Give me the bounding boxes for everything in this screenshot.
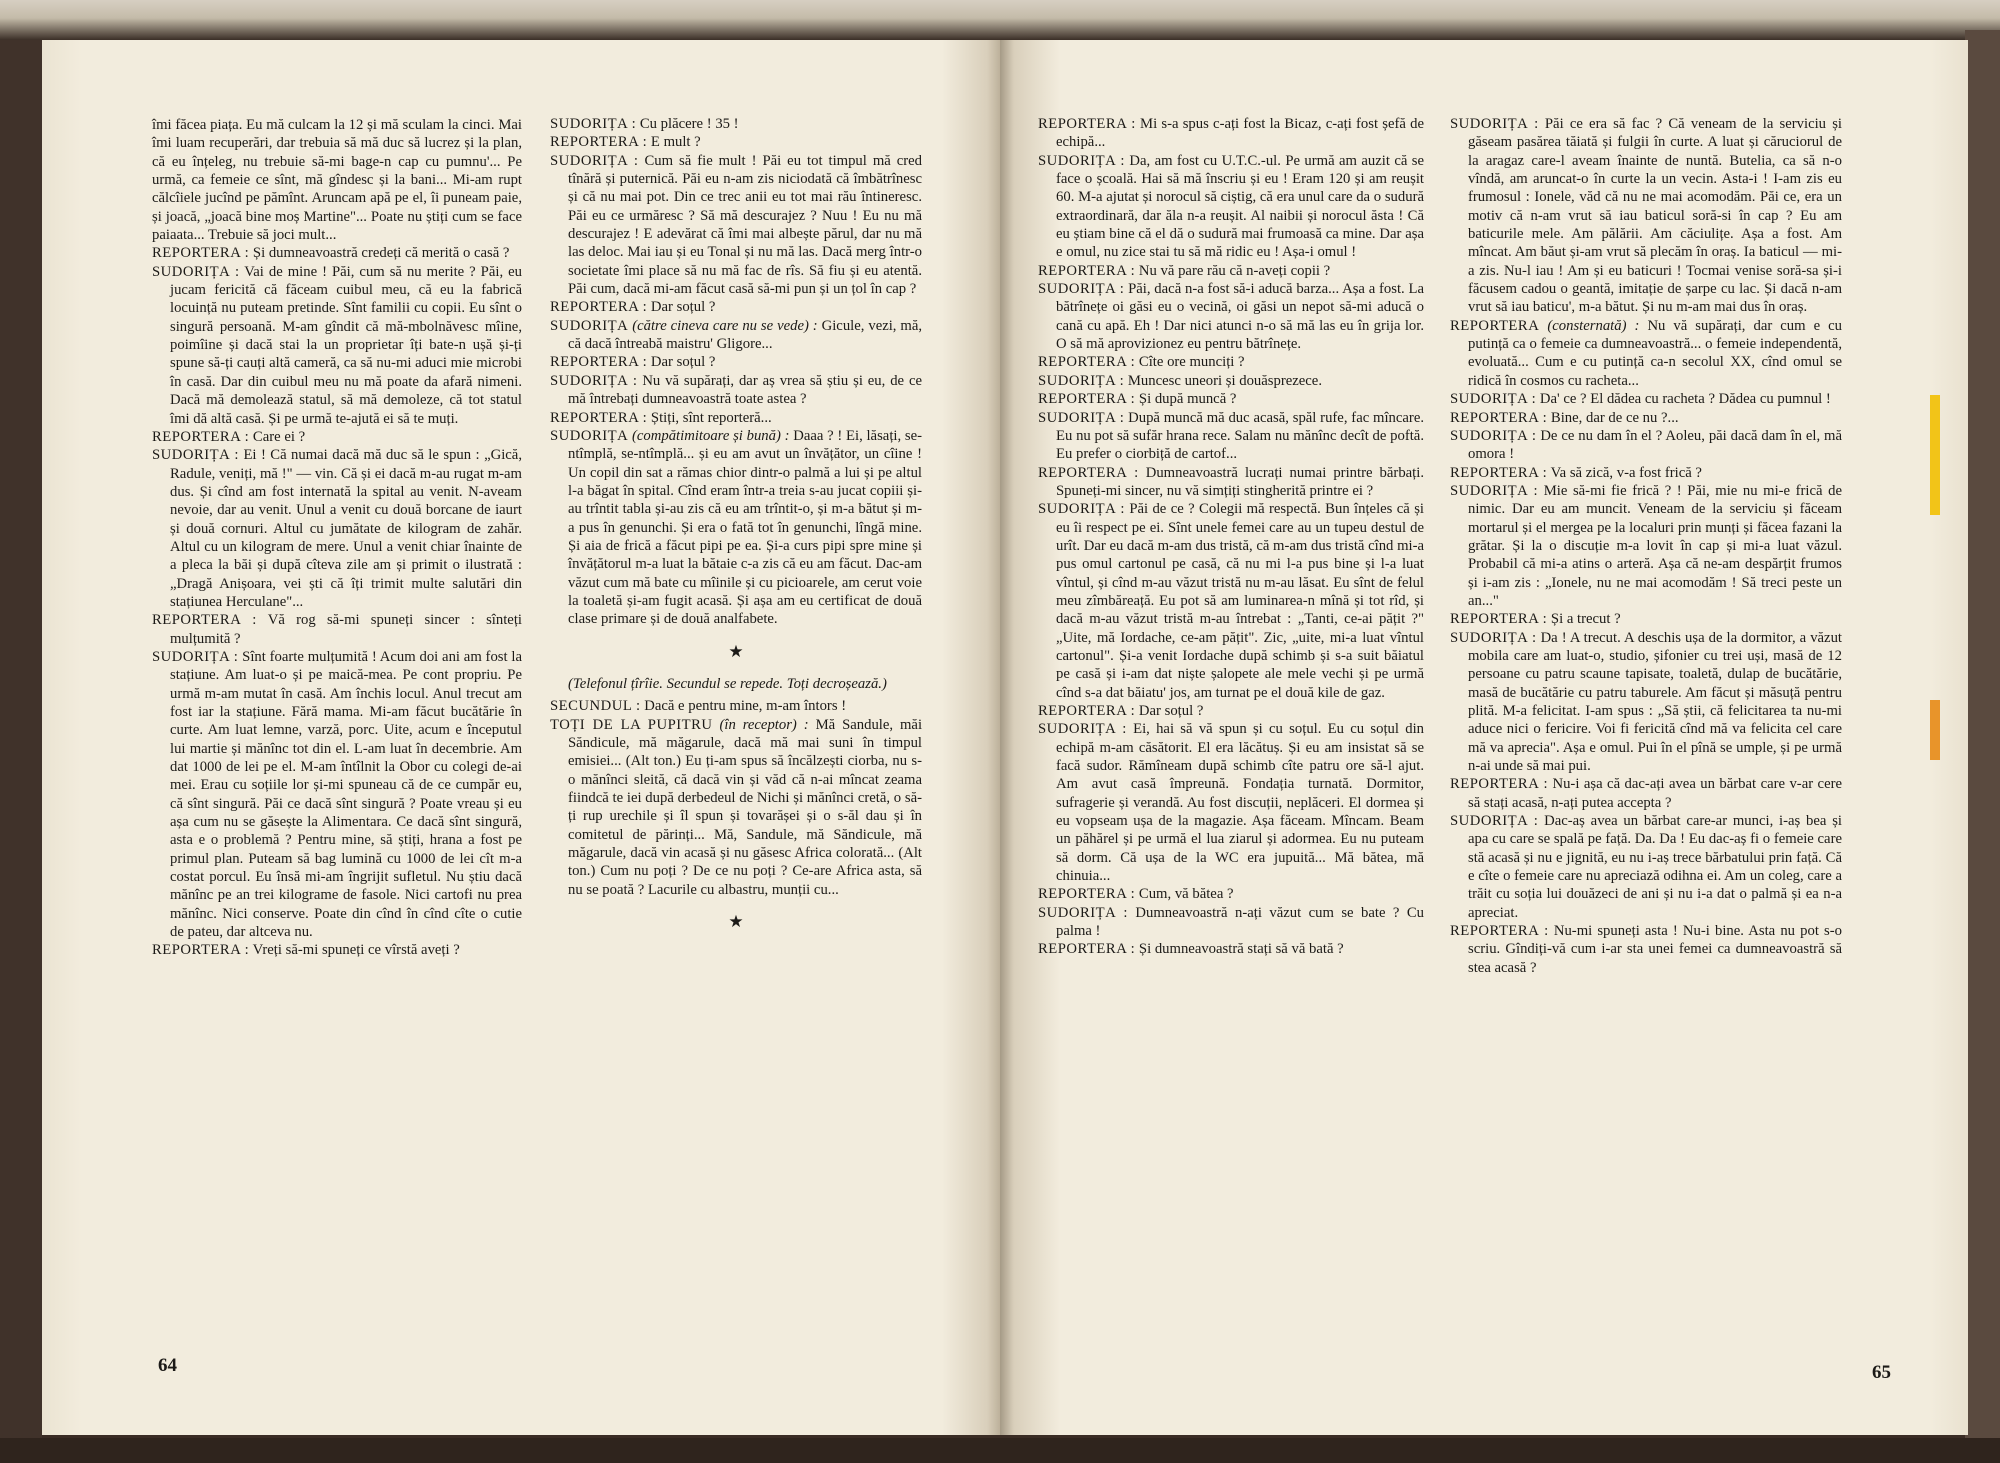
dialogue-turn xyxy=(550,152,922,299)
speaker-name: SUDORIȚA : xyxy=(1450,482,1539,499)
dialogue-turn xyxy=(550,372,922,409)
speaker-note: (consternată) : xyxy=(1547,317,1640,334)
speaker-name: REPORTERA : xyxy=(152,942,250,959)
speaker-note: (către cineva care nu se vede) : xyxy=(632,317,818,334)
speaker-name: REPORTERA : xyxy=(1038,886,1136,903)
dialogue-text: Mie să-mi fie frică ? ! Păi, mie nu mi-e frică de nimic. Dar eu am muncit. Veneam de la serviciu și făceam mortarul și el mergea pe la localuri prin munți și făcea fazani la grătar. Și la o discuție m-a lovit în cap și mi-a luat văzul. Probabil că mi-a atins o arteră. Așa că ne-am despărțit frumos și i-am zis : „Ionele, nu ne mai acomodăm ! Să treci peste un an..." xyxy=(1468,482,1842,609)
speaker-name: REPORTERA : xyxy=(550,409,648,426)
page-left xyxy=(42,40,1000,1435)
paragraph: îmi făcea piața. Eu mă culcam la 12 și mă sculam la cinci. Mai îmi luam recuperări, dar trebuia să mă duc să lucrez și la plan, că eu înțeleg, nu trebuie să-mi bage-n cap cu pumnu'... Pe urmă, ca femeie ce sînt, mă gîndesc și la bani... Mi-am rupt călcîiele jucînd pe pămînt. Aruncam apă pe el, îi puneam paie, și joacă, „joacă bine moș Martine"... Poate nu știți cum se face paiaata... Trebuie să joci mult... xyxy=(152,117,522,244)
dialogue-text: Vreți să-mi spuneți ce vîrstă aveți ? xyxy=(252,942,460,959)
dialogue-text: Nu vă supărați, dar cum e cu putință ca o femeie ca dumneavoastră... o femeie independentă, evoluată... Cum e cu putință ca-n secolul XX, cînd omul se ridică în cosmos cu racheta... xyxy=(1468,317,1843,389)
dialogue-turn xyxy=(1038,940,1424,958)
dialogue-text: Gicule, vezi, mă, că dacă întreabă maistru' Gligore... xyxy=(568,317,923,353)
speaker-name: REPORTERA : xyxy=(1038,464,1139,481)
dialogue-turn xyxy=(550,697,922,715)
dialogue-turn xyxy=(1038,904,1424,941)
dialogue-turn xyxy=(1038,372,1424,390)
dialogue-turn xyxy=(1450,427,1842,464)
speaker-name: REPORTERA : xyxy=(1038,354,1136,371)
dialogue-text: Dumneavoastră lucrați numai printre bărbați. Spuneți-mi sincer, nu vă simțiți stingherită printre ei ? xyxy=(1056,464,1425,499)
dialogue-text: Nu-i așa că dac-ați avea un bărbat care v-ar cere să stați acasă, n-ați putea accepta ? xyxy=(1468,776,1843,811)
right-column-1 xyxy=(1038,115,1424,959)
dialogue-text: Care ei ? xyxy=(252,428,306,445)
dialogue-text: Cum să fie mult ! Păi eu tot timpul mă cred tînără și puternică. Păi eu n-am zis niciodată că îmbătrînesc și că nu mai pot. Din ce trec anii eu tot mai rău întineresc. Păi eu ce urmăresc ? Să mă descurajez ? Nuu ! Eu nu mă descurajez ! E adevărat că îmi mai albește părul, dar nu mă las deloc. Mai iau și eu Tonal și nu mă las. Dacă merg într-o societate îmi place să nu mă fac de rîs. Să fiu și eu atentă. Păi cum, dacă mi-am făcut casă să-mi pun și un țol în cap ? xyxy=(568,152,923,298)
speaker-name: SUDORIȚA : xyxy=(550,116,637,132)
speaker-name: SUDORIȚA : xyxy=(1450,629,1537,646)
speaker-name: REPORTERA : xyxy=(1450,776,1549,793)
speaker-name: SUDORIȚA : xyxy=(1038,372,1125,389)
dialogue-text: Păi de ce ? Colegii mă respectă. Bun înțeles că și eu îi respect pe ei. Sînt unele femei care au un tupeu destul de urît. Dar eu dacă m-am dus tristă, că m-am dus tristă cînd mi-a pus omul cartonul pe casă, că nu mi l-a pus bine și l-a luat vîntul, și cînd m-au văzut tristă nu m-au lăsat. Eu sînt de felul meu zîmbăreață. Eu pot să am luminarea-n mînă și tot rîd, și dacă m-au văzut tristă m-au întrebat : „Tanti, ce-ai pățit ?" „Uite, mă Iordache, ce-am pățit". Zic, „uite, mi-a luat vîntul cartonul". Și-a venit Iordache după schimb și s-a suit băiatul pe casă și i-am dat niște șalopete ale mele vechi și pe urmă cînd s-a dat băiatu' jos, am turnat pe el două kile de gaz. xyxy=(1056,501,1424,701)
dialogue-text: Și dumneavoastră credeți că merită o casă ? xyxy=(252,245,510,262)
book-cover-left xyxy=(0,40,42,1440)
speaker-name: REPORTERA : xyxy=(1450,464,1548,481)
dialogue-turn xyxy=(550,298,922,316)
dialogue-text: Mă Sandule, măi Săndicule, mă măgarule, dacă mă mai suni în timpul emisiei... (Alt ton.) Eu ți-am spus să încălzești ciorba, nu s-o mănînci sleită, că dacă vin și văd că n-ai mîncat zeama fiindcă te iei după derbedeul de Nichi și mănînci cretă, o să-ți rup urechile și îl spun și tovarășei și o s-ăl dau și în comitetul de părinți... Mă, Sandule, mă Săndicule, mă măgarule, dacă vin acasă și nu găsesc Africa colorată... (Alt ton.) Cum nu poți ? De ce nu poți ? Ce-are Africa asta, să nu se poată ? Lacurile cu albastru, munții cu... xyxy=(568,716,923,898)
speaker-name: REPORTERA : xyxy=(550,354,648,371)
speaker-name: TOȚI DE LA PUPITRU xyxy=(550,716,713,733)
dialogue-text: Păi ce era să fac ? Că veneam de la serviciu și găseam pasărea tăiată și fulgii în curte. A luat și căruciorul de la aragaz care-l aveam înainte de nuntă. Butelia, ca să n-o vîndă, am aruncat-o în curte la un vecin. Asta-i ! I-am zis eu frumosul : Ionele, văd că nu ne mai acomodăm. Păi ce, era un motiv că n-am vrut să iau baticul soră-si în cap ? Eu am baticurile mele. Am pălării. Am căciulițe. Așa a fost. Am mîncat. Am băut și-am vrut să plecăm în oraș. Ia baticul — mi-a zis. Nu-l iau ! Am și eu baticuri ! Tocmai venise soră-sa și-i făcusem cadou o geantă, imitație de șarpe cu lac. Și dacă n-am vrut să iau baticu', m-a bătut. Și nu m-am mai dus în oraș. xyxy=(1468,116,1843,316)
dialogue-turn xyxy=(1038,280,1424,353)
dialogue-text: După muncă mă duc acasă, spăl rufe, fac mîncare. Eu nu pot să sufăr hrana rece. Salam nu mănînc decît de poftă. Eu prefer o ciorbiță de cartof... xyxy=(1056,409,1425,463)
speaker-name: SUDORIȚA : xyxy=(1038,721,1127,738)
dialogue-turn xyxy=(1038,409,1424,464)
dialogue-text: Ei, hai să vă spun și cu soțul. Eu cu soțul din echipă m-am căsătorit. El era lăcătuș. Și eu am insistat să se facă sudor. Rămîneam după schimb cîte patru ore să-l ajut. Am avut casă împreună. Fondația turnată. Dormitor, sufragerie și verandă. Au fost discuții, neplăceri. El dormea și eu vopseam ușa de la magazie. Așa făceam. Mîncam. Beam un păhărel și pe urmă el lua ziarul și adormea. Eu nu puteam să dorm. Că ușa de la WC era jupuită... Mă bătea, mă chinuia... xyxy=(1056,721,1425,885)
dialogue-text: Daaa ? ! Ei, lăsați, se-ntîmplă, se-ntîmplă... și eu am avut un învățător, un cîine ! Un copil din sat a rămas chior dintr-o palmă a lui și pe altul l-a băgat în spital. Cînd eram într-a treia s-au jucat copiii și-au trîntit tabla și-au zis că eu am trîntit-o, și m-a bătut și m-a pus în genunchi. Și era o fată tot în genunchi, lîngă mine. Și aia de frică a făcut pipi pe ea. Și-a curs pipi spre mine și învățătorul m-a luat la bătaie c-a zis că eu am făcut. Dac-am văzut cum mă bate cu mîinile și cu picioarele, am cerut voie la toaletă și-am fugit acasă. Și așa am eu certificat de două clase primare și de două analfabete. xyxy=(568,427,923,628)
dialogue-turn xyxy=(550,716,922,899)
dialogue-turn xyxy=(550,353,922,371)
dialogue-turn xyxy=(1450,482,1842,610)
page-right xyxy=(1000,40,1968,1435)
dialogue-turn xyxy=(1450,812,1842,922)
speaker-name: SECUNDUL : xyxy=(550,698,641,715)
dialogue-turn xyxy=(152,244,522,262)
page-number-right: 65 xyxy=(1872,1362,1891,1383)
dialogue-text: Știți, sînt reporteră... xyxy=(650,409,772,426)
speaker-name: REPORTERA xyxy=(1450,317,1540,334)
dialogue-turn xyxy=(1450,464,1842,482)
speaker-name: SUDORIȚA : xyxy=(1038,281,1125,298)
dialogue-turn xyxy=(152,446,522,611)
speaker-name: SUDORIȚA : xyxy=(152,648,239,665)
speaker-name: REPORTERA : xyxy=(152,612,257,629)
book-bottom-edge xyxy=(0,1438,2000,1463)
speaker-name: SUDORIȚA : xyxy=(550,152,639,169)
dialogue-turn xyxy=(1038,720,1424,885)
dialogue-text: Cîte ore munciți ? xyxy=(1138,354,1245,371)
speaker-name: SUDORIȚA xyxy=(550,317,629,334)
dialogue-turn xyxy=(1450,922,1842,977)
book-cover-right xyxy=(1965,30,2000,1440)
speaker-note: (în receptor) : xyxy=(719,716,809,733)
dialogue-text: Da' ce ? El dădea cu racheta ? Dădea cu pumnul ! xyxy=(1539,391,1831,408)
speaker-name: SUDORIȚA : xyxy=(1038,409,1125,426)
dialogue-text: Vă rog să-mi spuneți sincer : sînteți mulțumită ? xyxy=(170,612,522,647)
dialogue-turn xyxy=(550,409,922,427)
dialogue-turn xyxy=(1038,702,1424,720)
speaker-name: REPORTERA : xyxy=(1038,391,1136,408)
edge-tab-yellow xyxy=(1930,395,1940,515)
dialogue-turn xyxy=(1450,409,1842,427)
dialogue-turn xyxy=(152,941,522,959)
dialogue-text: Bine, dar de ce nu ?... xyxy=(1550,409,1679,426)
dialogue-turn xyxy=(152,263,522,428)
speaker-name: SUDORIȚA : xyxy=(152,263,240,280)
dialogue-text: Da ! A trecut. A deschis ușa de la dormitor, a văzut mobila care am luat-o, studio, șifonier cu trei uși, masă de 12 persoane cu patru scaune tapisate, toaletă, dulap de bucătărie, masă de bucătărie cu patru taburele. Am făcut și măsuță pentru plită. M-a felicitat. I-am spus : „Să știi, că felicitarea ta nu-mi aduce nici o fericire. Voi fi fericită cînd mă va felicita cel care mă va aprecia". Așa e omul. Pui în el pînă se umple, și pe urmă n-ai unde să mai pui. xyxy=(1468,629,1842,775)
speaker-name: SUDORIȚA : xyxy=(1038,501,1125,518)
dialogue-turn xyxy=(1450,390,1842,408)
dialogue-turn xyxy=(1450,610,1842,628)
speaker-name: SUDORIȚA : xyxy=(1038,152,1125,169)
dialogue-text: E mult ? xyxy=(650,134,701,151)
dialogue-turn xyxy=(152,611,522,648)
dialogue-turn xyxy=(1450,775,1842,812)
dialogue-turn xyxy=(1038,885,1424,903)
speaker-name: SUDORIȚA : xyxy=(550,372,638,389)
dialogue-text: Dar soțul ? xyxy=(1138,703,1204,719)
dialogue-turn xyxy=(1038,115,1424,152)
section-star-divider: ★ xyxy=(728,641,744,661)
dialogue-turn xyxy=(1038,390,1424,408)
speaker-name: REPORTERA : xyxy=(152,245,250,262)
dialogue-text: Și dumneavoastră stați să vă bată ? xyxy=(1138,941,1344,958)
stage-direction: (Telefonul țîrîie. Secundul se repede. Toți decroșează.) xyxy=(568,675,887,692)
dialogue-turn xyxy=(1038,262,1424,280)
speaker-name: REPORTERA : xyxy=(1450,923,1549,940)
dialogue-text: Muncesc uneori și douăsprezece. xyxy=(1127,372,1322,389)
speaker-name: SUDORIȚA : xyxy=(152,447,239,464)
dialogue-turn xyxy=(550,317,922,354)
page-number-left: 64 xyxy=(158,1355,177,1376)
dialogue-turn xyxy=(1038,353,1424,371)
dialogue-turn xyxy=(1450,629,1842,776)
speaker-name: SUDORIȚA : xyxy=(1450,116,1539,132)
dialogue-text: Și a trecut ? xyxy=(1550,611,1621,628)
speaker-note: (compătimitoare și bună) : xyxy=(632,427,790,444)
speaker-name: REPORTERA : xyxy=(1038,262,1136,279)
speaker-name: REPORTERA : xyxy=(1450,409,1548,426)
dialogue-text: Dar soțul ? xyxy=(650,354,716,371)
dialogue-turn xyxy=(1450,115,1842,317)
dialogue-text: Cu plăcere ! 35 ! xyxy=(639,116,739,132)
dialogue-text: Mi s-a spus c-ați fost la Bicaz, c-ați fost șefă de echipă... xyxy=(1056,116,1425,151)
dialogue-text: Sînt foarte mulțumită ! Acum doi ani am fost la stațiune. Am luat-o și pe maică-mea. Pe cont propriu. Pe urmă m-am mutat în casă. Am închis locul. Anul trecut am fost iar la stațiune. Fără mama. Mi-am făcut bucătărie în curte. Am luat lemne, varză, porc. Uite, acum e începutul lui martie și mănînc tot din el. L-am luat în decembrie. Am dat 1000 de lei pe el. M-am întîlnit la Obor cu colegi de-ai mei. Erau cu soțiile lor și-mi spuneau că de ce cumpăr eu, că sînt singură. Păi ce dacă sînt singură ? Poate vreau și eu așa cum nu se găsește la Alimentara. Ce dacă sînt singură, asta e o problemă ? Pentru mine, să știți, hrana a fost pe primul plan. Puteam să bag lumină cu 1000 de lei cît m-a costat porcul. Eu însă mi-am îngrijit sufletul. Nu știu dacă mănînc pe an trei kilograme de fasole. Nici cartofi nu prea mănînc. Nici conserve. Poate din cînd în cînd cîte o cutie de pateu, dar altceva nu. xyxy=(170,648,522,941)
dialogue-turn xyxy=(1038,500,1424,702)
dialogue-text: Cum, vă bătea ? xyxy=(1138,886,1234,903)
dialogue-text: Nu-mi spuneți asta ! Nu-i bine. Asta nu pot s-o scriu. Gîndiți-vă cum i-ar sta unei femei ca dumneavoastră să stea acasă ? xyxy=(1468,923,1842,976)
dialogue-text: Va să zică, v-a fost frică ? xyxy=(1550,464,1702,481)
speaker-name: REPORTERA : xyxy=(1038,941,1136,958)
dialogue-text: Dumneavoastră n-ați văzut cum se bate ? Cu palma ! xyxy=(1056,904,1424,940)
speaker-name: REPORTERA : xyxy=(1450,611,1548,628)
dialogue-turn xyxy=(1038,152,1424,262)
dialogue-turn xyxy=(152,648,522,942)
dialogue-text: Vai de mine ! Păi, cum să nu merite ? Păi, eu jucam fericită că făceam cuibul meu, că eu la fabrică locuință nu puteam pretinde. Sînt familii cu copii. Eu sînt o singură persoană. M-am gîndit că mă-mbolnăvesc mîine, poimîine și dacă stai la un proprietar îți bate-n ușă și-ți spune să-ți cauți altă cameră, ca să nu-mi aduci mie microbi în casă. Dar din cuibul meu nu mă poate da afară nimeni. Dacă mă demolează statul, să mă demoleze, că tot statul îmi dă altă casă. Și pe urmă te-ajută ei să te muți. xyxy=(170,263,522,427)
speaker-name: REPORTERA : xyxy=(550,299,648,316)
dialogue-text: Nu vă pare rău că n-aveți copii ? xyxy=(1138,262,1331,279)
dialogue-text: Dac-aș avea un bărbat care-ar munci, i-aș bea și apa cu care se spală pe față. Da. Da ! Eu dac-aș fi o femeie care stă acasă și nu e jignită, eu nu i-aș trece bărbatului prin față. Că e cîte o femeie care nu apreciază odihna ei. Am un coleg, care a trăit cu soția lui douăzeci de ani și nu i-a dat o palmă și ea n-a apreciat. xyxy=(1468,813,1843,921)
dialogue-text: Ei ! Că numai dacă mă duc să le spun : „Gică, Radule, veniți, mă !" — vin. Că și ei dacă m-au rugat m-am dus. Și cînd am fost internată la spital au venit. N-aveam nevoie, dar au venit. Unul a venit cu două borcane de iaurt și două cornuri. Altul cu jumătate de kilogram de zahăr. Altul cu un kilogram de mere. Unul a venit chiar înainte de a pleca la băi și după cîteva zile am și primit o ilustrată : „Dragă Anișoara, vei ști că îți trimit multe salutări din stațiunea Herculane"... xyxy=(170,447,522,610)
speaker-name: REPORTERA : xyxy=(152,428,250,445)
dialogue-text: Dacă e pentru mine, m-am întors ! xyxy=(644,698,847,715)
speaker-name: SUDORIȚA : xyxy=(1450,391,1537,408)
left-column-1 xyxy=(152,116,522,960)
dialogue-text: Nu vă supărați, dar aș vrea să știu și eu, de ce mă întrebați dumneavoastră toate astea ? xyxy=(568,372,922,408)
speaker-name: SUDORIȚA xyxy=(550,427,629,444)
dialogue-turn xyxy=(1450,317,1842,390)
left-column-2 xyxy=(550,115,922,945)
section-star-divider: ★ xyxy=(728,912,744,932)
dialogue-turn xyxy=(550,427,922,629)
dialogue-turn xyxy=(152,428,522,446)
dialogue-turn xyxy=(550,115,922,133)
speaker-name: SUDORIȚA : xyxy=(1450,813,1539,830)
right-column-2 xyxy=(1450,115,1842,977)
dialogue-text: Da, am fost cu U.T.C.-ul. Pe urmă am auzit că se face o școală. Hai să mă înscriu și eu ! Eram 120 și am reușit 60. M-a ajutat și norocul să ciștig, că era unul care da o sudură extraordinară, dar ăla n-a reușit. Al naibii și norocul ăsta ! Că eu știam bine că el dă o sudură mai frumoasă ca mine. Dar așa e omul, nu zice stai tu să mă ridic eu ! Așa-i omul ! xyxy=(1056,152,1424,261)
dialogue-text: Și după muncă ? xyxy=(1138,391,1237,408)
dialogue-text: Păi, dacă n-a fost să-i aducă barza... Așa a fost. La bătrînețe oi găsi eu o vecină, oi găsi un nepot să-mi aducă o cană cu apă. Eh ! Dar nici atunci n-o să mă las eu în grija lor. O să mă aprovizionez eu pentru bătrînețe. xyxy=(1056,281,1424,353)
edge-tab-orange xyxy=(1930,700,1940,760)
dialogue-turn xyxy=(1038,464,1424,501)
speaker-name: SUDORIȚA : xyxy=(1450,427,1537,444)
speaker-name: REPORTERA : xyxy=(1038,703,1136,719)
dialogue-turn xyxy=(550,133,922,151)
dialogue-text: Dar soțul ? xyxy=(650,299,716,316)
speaker-name: REPORTERA : xyxy=(550,134,648,151)
speaker-name: SUDORIȚA : xyxy=(1038,904,1128,921)
speaker-name: REPORTERA : xyxy=(1038,116,1136,132)
dialogue-text: De ce nu dam în el ? Aoleu, păi dacă dam în el, mă omora ! xyxy=(1468,427,1843,463)
